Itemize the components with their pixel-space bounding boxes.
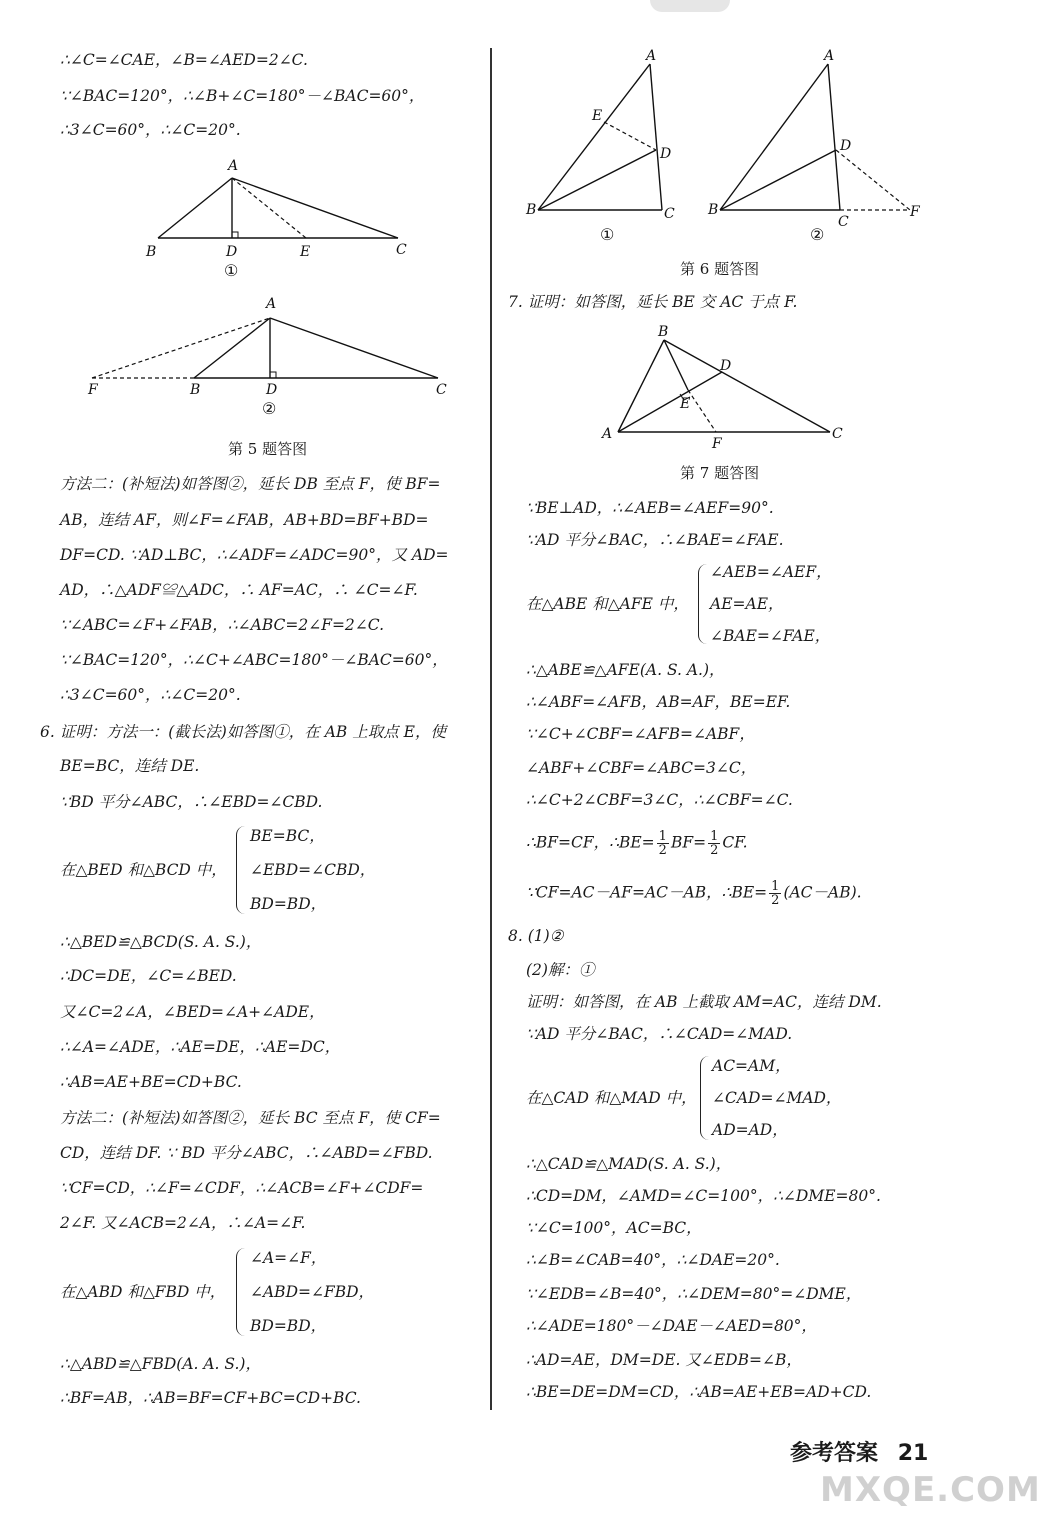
text-line: ∵∠BAC=120°，∴∠B+∠C=180°－∠BAC=60°， <box>60 87 425 105</box>
text-line: 证明：如答图，在 AB 上截取 AM=AC，连结 DM. <box>526 993 882 1011</box>
text-line: ∠ABF+∠CBF=∠ABC=3∠C， <box>526 759 757 777</box>
text-line: ∴△CAD≌△MAD(S. A. S.)， <box>526 1155 732 1173</box>
text-line: ∵∠BAC=120°，∴∠C+∠ABC=180°－∠BAC=60°， <box>60 651 448 669</box>
figure-6-1 <box>524 46 694 246</box>
brace-item: ∠EBD=∠CBD， <box>250 861 376 879</box>
numerator: 1 <box>771 879 780 894</box>
brace-item: BD=BD， <box>250 895 327 913</box>
denominator: 2 <box>658 843 667 858</box>
text-line: ∴BE=DE=DM=CD，∴AB=AE+EB=AD+CD. <box>526 1383 872 1401</box>
text-line: ∴BF=AB，∴AB=BF=CF+BC=CD+BC. <box>60 1389 361 1407</box>
page-number: 21 <box>897 1441 929 1466</box>
brace-item: ∠A=∠F， <box>250 1249 327 1267</box>
text-line: ∴∠A=∠ADE，∴AE=DE，∴AE=DC， <box>60 1038 341 1056</box>
page-footer <box>790 1436 928 1467</box>
text-line: ∵∠EDB=∠B=40°，∴∠DEM=80°=∠DME， <box>526 1285 862 1303</box>
top-decoration <box>650 0 730 12</box>
brace-item: ∠AEB=∠AEF， <box>710 563 832 581</box>
brace-system <box>60 1244 480 1340</box>
text-segment: (AC－AB). <box>783 883 862 902</box>
point-label: D <box>660 146 672 162</box>
text-line: 方法二：(补短法)如答图②，延长 BC 至点 F，使 CF= <box>60 1109 441 1127</box>
text-line: 2∠F. 又∠ACB=2∠A，∴∠A=∠F. <box>60 1214 306 1232</box>
brace-system <box>526 1052 966 1144</box>
question-line: 7. 证明：如答图，延长 BE 交 AC 于点 F. <box>508 293 798 311</box>
text-line: CD，连结 DF. ∵ BD 平分∠ABC，∴∠ABD=∠FBD. <box>60 1144 433 1162</box>
brace-label: 在△BED 和△BCD 中， <box>60 861 227 879</box>
text-segment: ∴BF=CF，∴BE= <box>526 833 655 852</box>
point-label: A <box>646 48 657 64</box>
brace-label: 在△CAD 和△MAD 中， <box>526 1089 697 1107</box>
point-label: A <box>228 158 239 174</box>
figure-caption: 第 5 题答图 <box>228 440 308 458</box>
question-line: 8. (1)② <box>508 927 564 945</box>
point-label: A <box>824 48 835 64</box>
text-line: DF=CD. ∵AD⊥BC，∴∠ADF=∠ADC=90°，又 AD= <box>60 546 449 564</box>
point-label: B <box>658 324 669 340</box>
point-label: C <box>832 426 843 442</box>
fraction-line <box>526 830 748 857</box>
text-line: ∵BE⊥AD，∴∠AEB=∠AEF=90°. <box>526 499 774 517</box>
text-line: ∵AD 平分∠BAC，∴∠CAD=∠MAD. <box>526 1025 793 1043</box>
point-label: B <box>708 202 719 218</box>
brace <box>700 1056 709 1140</box>
brace-item: ∠CAD=∠MAD， <box>712 1089 842 1107</box>
text-segment: ∵CF=AC－AF=AC－AB，∴BE= <box>526 883 768 902</box>
point-label: E <box>680 396 691 412</box>
text-line: ∴AD=AE，DM=DE. 又∠EDB=∠B， <box>526 1351 802 1369</box>
point-label: B <box>146 244 157 260</box>
text-line: ∵CF=CD，∴∠F=∠CDF，∴∠ACB=∠F+∠CDF= <box>60 1179 424 1197</box>
fraction <box>657 830 669 857</box>
column-divider <box>490 48 492 1410</box>
point-label: D <box>840 138 852 154</box>
point-label: C <box>436 382 447 398</box>
point-label: F <box>910 204 920 220</box>
fraction-line <box>526 880 862 907</box>
numerator: 1 <box>658 829 667 844</box>
figure-number: ② <box>262 399 277 418</box>
point-label: E <box>300 244 311 260</box>
point-label: D <box>226 244 238 260</box>
text-line: AB，连结 AF，则∠F=∠FAB，AB+BD=BF+BD= <box>60 511 429 529</box>
text-line: AD，∴△ADF≌△ADC，∴ AF=AC，∴ ∠C=∠F. <box>60 581 418 599</box>
figure-number: ① <box>600 225 615 244</box>
figure-caption: 第 6 题答图 <box>680 260 760 278</box>
text-line: ∴∠ADE=180°－∠DAE－∠AED=80°， <box>526 1317 817 1335</box>
text-line: ∴∠ABF=∠AFB，AB=AF，BE=EF. <box>526 693 791 711</box>
text-line: ∴AB=AE+BE=CD+BC. <box>60 1073 242 1091</box>
text-line: ∵BD 平分∠ABC，∴∠EBD=∠CBD. <box>60 793 323 811</box>
text-segment: BF= <box>670 833 707 852</box>
watermark: MXQE.COM <box>820 1470 1041 1510</box>
brace-item: ∠ABD=∠FBD， <box>250 1283 375 1301</box>
text-line: (2)解：① <box>526 961 595 979</box>
text-line: ∴△ABD≌△FBD(A. A. S.)， <box>60 1355 261 1373</box>
text-line: BE=BC，连结 DE. <box>60 757 200 775</box>
question-line: 6. 证明：方法一：(截长法)如答图①，在 AB 上取点 E，使 <box>40 723 446 741</box>
brace <box>236 826 245 914</box>
text-line: ∵∠C+∠CBF=∠AFB=∠ABF， <box>526 725 755 743</box>
brace <box>698 564 707 644</box>
point-label: D <box>266 382 278 398</box>
fraction <box>708 830 720 857</box>
figure-number: ② <box>810 225 825 244</box>
fraction <box>769 880 781 907</box>
figure-number: ① <box>224 261 239 280</box>
point-label: A <box>266 296 277 312</box>
figure-5-1 <box>140 150 420 280</box>
text-line: ∴△ABE≌△AFE(A. S. A.)， <box>526 661 725 679</box>
figure-caption: 第 7 题答图 <box>680 464 760 482</box>
point-label: F <box>712 436 722 452</box>
brace-label: 在△ABD 和△FBD 中， <box>60 1283 226 1301</box>
brace-system <box>526 560 966 648</box>
text-line: ∴3∠C=60°，∴∠C=20°. <box>60 121 241 139</box>
brace-item: AD=AD， <box>712 1121 788 1139</box>
text-line: ∴DC=DE，∠C=∠BED. <box>60 967 237 985</box>
figure-6-2 <box>706 46 946 246</box>
text-line: ∴∠C+2∠CBF=3∠C，∴∠CBF=∠C. <box>526 791 793 809</box>
point-label: A <box>602 426 613 442</box>
text-line: ∴∠B=∠CAB=40°，∴∠DAE=20°. <box>526 1251 780 1269</box>
point-label: D <box>720 358 732 374</box>
footer-label: 参考答案 <box>790 1441 879 1466</box>
text-line: ∴CD=DM，∠AMD=∠C=100°，∴∠DME=80°. <box>526 1187 881 1205</box>
point-label: F <box>88 382 98 398</box>
text-line: ∴△BED≌△BCD(S. A. S.)， <box>60 933 262 951</box>
text-line: ∴∠C=∠CAE，∠B=∠AED=2∠C. <box>60 51 308 69</box>
brace-item: BD=BD， <box>250 1317 327 1335</box>
brace-item: AE=AE， <box>710 595 784 613</box>
point-label: C <box>838 214 849 230</box>
brace-system <box>60 822 480 918</box>
text-line: ∵AD 平分∠BAC，∴∠BAE=∠FAE. <box>526 531 784 549</box>
point-label: C <box>396 242 407 258</box>
brace-label: 在△ABE 和△AFE 中， <box>526 595 689 613</box>
text-line: 又∠C=2∠A，∠BED=∠A+∠ADE， <box>60 1003 325 1021</box>
text-line: ∵∠C=100°，AC=BC， <box>526 1219 702 1237</box>
text-line: 方法二：(补短法)如答图②，延长 DB 至点 F，使 BF= <box>60 475 441 493</box>
brace-item: ∠BAE=∠FAE， <box>710 627 831 645</box>
denominator: 2 <box>710 843 719 858</box>
text-segment: CF. <box>722 833 748 852</box>
text-line: ∴3∠C=60°，∴∠C=20°. <box>60 686 241 704</box>
point-label: B <box>190 382 201 398</box>
figure-5-2 <box>80 290 460 430</box>
brace-item: AC=AM， <box>712 1057 791 1075</box>
text-line: ∵∠ABC=∠F+∠FAB，∴∠ABC=2∠F=2∠C. <box>60 616 385 634</box>
denominator: 2 <box>771 893 780 908</box>
point-label: C <box>664 206 675 222</box>
brace-item: BE=BC， <box>250 827 325 845</box>
brace <box>236 1248 245 1336</box>
numerator: 1 <box>710 829 719 844</box>
point-label: B <box>526 202 537 218</box>
figure-7 <box>596 320 856 460</box>
point-label: E <box>592 108 603 124</box>
